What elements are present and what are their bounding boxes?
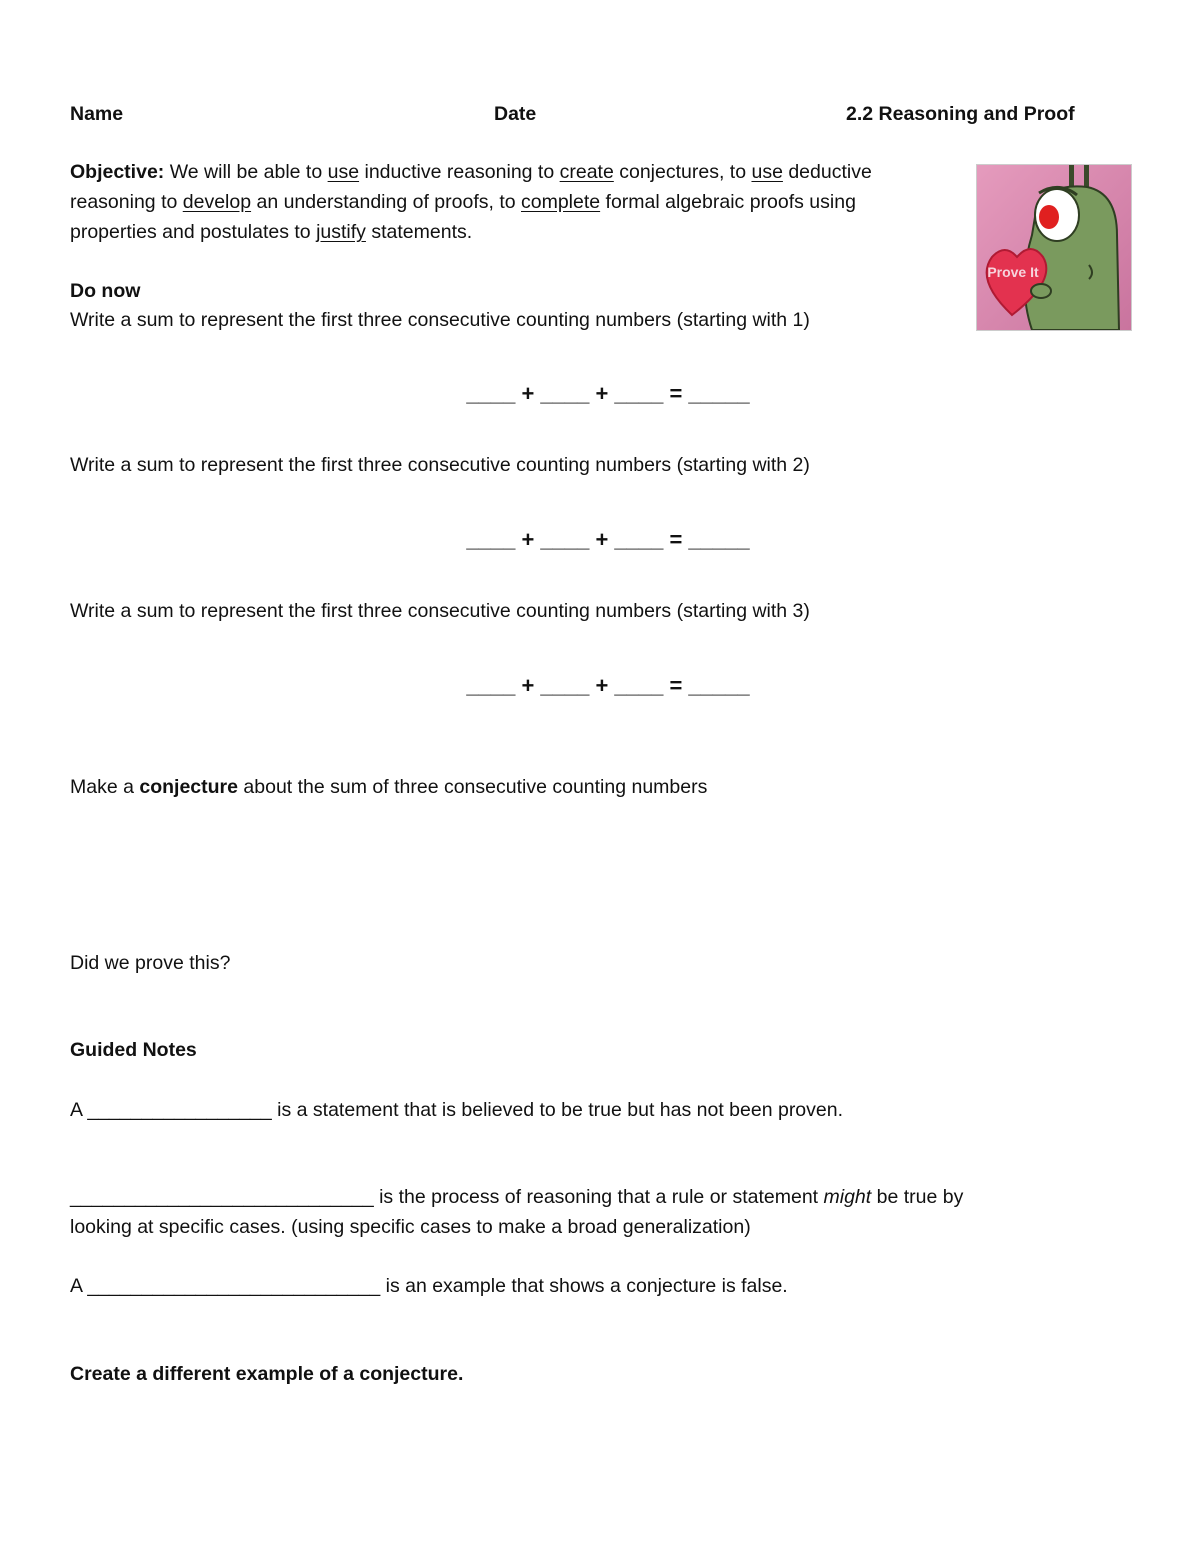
- counterexample-definition: A ___________________________ is an example that shows a conjecture is false.: [70, 1275, 788, 1297]
- objective-line-3: properties and postulates to justify statements.: [70, 221, 473, 243]
- guided-notes-heading: Guided Notes: [70, 1039, 197, 1061]
- date-label: Date: [494, 103, 537, 125]
- do-now-prompt-2: Write a sum to represent the first three consecutive counting numbers (starting with 2): [70, 454, 810, 476]
- objective-line-2: reasoning to develop an understanding of proofs, to complete formal algebraic proofs using: [70, 191, 856, 213]
- name-label: Name: [70, 103, 124, 125]
- do-now-heading: Do now: [70, 280, 141, 302]
- inductive-reasoning-definition-cont: looking at specific cases. (using specific cases to make a broad generalization): [70, 1216, 751, 1238]
- conjecture-definition: A _________________ is a statement that is believed to be true but has not been proven.: [70, 1099, 844, 1121]
- sum-equation-1: ____ + ____ + ____ = _____: [466, 381, 750, 406]
- objective-line-1: Objective: We will be able to use inductive reasoning to create conjectures, to use deductive: [70, 161, 872, 183]
- final-prompt: Create a different example of a conjecture.: [70, 1363, 464, 1385]
- image-caption: Prove It: [987, 264, 1039, 280]
- inductive-reasoning-definition: ____________________________ is the process of reasoning that a rule or statement might be true by: [70, 1186, 964, 1208]
- do-now-prompt-1: Write a sum to represent the first three consecutive counting numbers (starting with 1): [70, 309, 810, 331]
- lesson-title: 2.2 Reasoning and Proof: [846, 103, 1075, 125]
- conjecture-prompt: Make a conjecture about the sum of three consecutive counting numbers: [70, 776, 708, 798]
- do-now-prompt-3: Write a sum to represent the first three consecutive counting numbers (starting with 3): [70, 600, 810, 622]
- sum-equation-3: ____ + ____ + ____ = _____: [466, 673, 750, 698]
- prove-it-cartoon-image: [976, 164, 1132, 331]
- sum-equation-2: ____ + ____ + ____ = _____: [466, 527, 750, 552]
- prove-question: Did we prove this?: [70, 952, 231, 974]
